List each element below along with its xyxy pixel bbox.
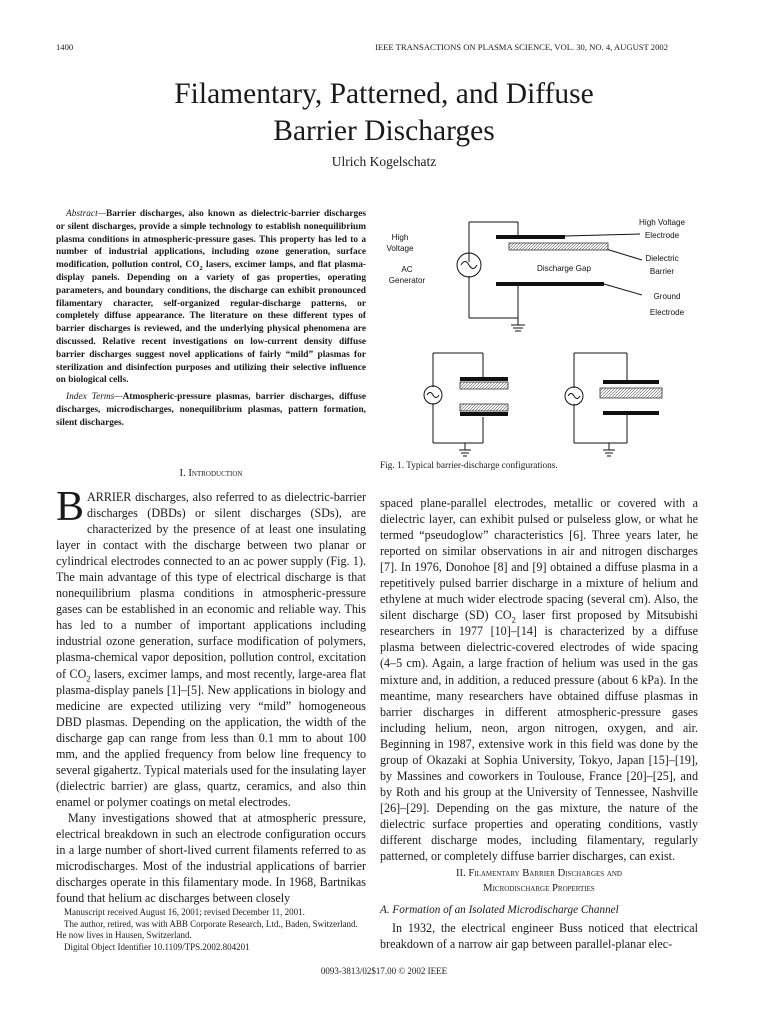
footnotes — [56, 907, 366, 953]
section-2-paragraph-1: In 1932, the electrical engineer Buss noticed that electrical breakdown of a narrow air gap between parallel-planar elec- — [380, 921, 698, 952]
left-column-body — [56, 484, 366, 906]
label-generator: Generator — [388, 276, 426, 285]
hv-electrode — [496, 235, 565, 239]
section-2-heading-line-2: Microdischarge Properties — [483, 883, 595, 894]
figure-1-diagram — [378, 205, 720, 459]
ground-electrode — [496, 282, 604, 286]
index-terms-text: Atmospheric-pressure plasmas, barrier discharges, diffuse discharges, microdischarges, nonequilibrium plasmas, pattern formation, silent discharges. — [56, 392, 366, 428]
label-voltage: Voltage — [386, 244, 414, 253]
label-hv-electrode-2: Electrode — [644, 231, 680, 240]
copyright-footer: 0093-3813/02$17.00 © 2002 IEEE — [320, 966, 448, 976]
label-electrode: Electrode — [649, 308, 685, 317]
abstract — [56, 208, 366, 430]
intro-paragraph-1: ARRIER discharges, also referred to as dielectric-barrier discharges (DBDs) or silent discharges (SDs), are characterized by the presence of at least one insulating layer in contact with the discharge between two planar or cylindrical electrodes connected to an ac power supply (Fig. 1). The main advantage of this type of electrical discharge is that nonequilibrium plasma conditions in atmospheric-pressure gases can be established in an economic and reliable way. This has led to a number of important applications including industrial ozone generation, surface modification of polymers, plasma-chemical vapor deposition, pollution control, excitation of $CO_2$ lasers, excimer lamps, and most recently, large-area flat plasma-display panels [1]–[5]. New applications in biology and medicine are expected utilizing very “mild” homogeneous DBD plasmas. Depending on the application, the width of the discharge gap can range from less than 0.1 mm to about 100 mm, and the applied frequency from below line frequency to several gigahertz. Typical materials used for the insulating layer (dielectric barrier) are glass, quartz, ceramics, and also thin enamel or polymer coatings on metal electrodes. — [56, 490, 366, 809]
right-column-body — [380, 495, 698, 864]
label-high: High — [391, 233, 409, 242]
label-hv-electrode-1: High Voltage — [639, 218, 685, 227]
footnote-affiliation: The author, retired, was with ABB Corporate Research, Ltd., Baden, Switzerland. He now lives in Hausen, Switzerland. — [56, 918, 358, 940]
hv-electrode-leader — [565, 234, 640, 236]
label-barrier: Barrier — [649, 267, 675, 276]
title-line-2: Barrier Discharges — [273, 115, 495, 147]
abstract-label: Abstract— — [66, 209, 106, 219]
drop-cap: B — [56, 484, 85, 530]
subsection-a-heading: A. Formation of an Isolated Microdischarge Channel — [380, 904, 619, 916]
page-number: 1400 — [56, 42, 74, 52]
intro-paragraph-3: spaced plane-parallel electrodes, metallic or covered with a dielectric layer, can exhibit pulsed or pulseless glow, or what he termed “pseudoglow” characteristics [6]. Three years later, he reported on similar observations in air and nitrogen discharges [7]. In 1976, Donohoe [8] and [9] obtained a diffuse plasma in a repetitively pulsed barrier discharge in a mixture of helium and ethylene at much wider electrode spacing (several cm). Also, the silent discharge (SD) $CO_2$ laser first proposed by Mitsubishi researchers in 1977 [10]–[14] is characterized by a diffuse plasma between dielectric-covered electrodes of wide spacing (4–5 cm). Again, a large fraction of helium was used in the gas mixture and, in addition, a reduced pressure (about 6 kPa). In the meantime, many researchers have obtained diffuse plasmas in barrier discharges in different atmospheric-pressure gases including helium, neon, argon nitrogen, oxygen, and air. Beginning in 1987, extensive work in this field was done by the group of Okazaki at Sophia University, Tokyo, Japan [15]–[19], by Massines and coworkers in Toulouse, France [20]–[25], and by Roth and his group at the University of Tennessee, Nashville [26]–[29]. Depending on the gas mixture, the nature of the dielectric surface properties and operating conditions, vastly different discharge modes, including filamentary, regularly patterned, or completely diffuse barrier discharges, can exist. — [380, 496, 698, 864]
section-2-heading-line-1: II. Filamentary Barrier Discharges and — [456, 868, 622, 879]
label-ac: AC — [401, 265, 413, 274]
label-dielectric: Dielectric — [645, 254, 679, 263]
footnote-received: Manuscript received August 16, 2001; revised December 11, 2001. — [64, 907, 305, 917]
section-1-heading: I. Introduction — [179, 468, 243, 479]
label-discharge-gap: Discharge Gap — [537, 264, 591, 273]
config-embedded-barrier — [565, 353, 627, 456]
author: Ulrich Kogelschatz — [331, 154, 437, 169]
paper-title — [0, 76, 768, 150]
figure-1-caption: Fig. 1. Typical barrier-discharge configurations. — [380, 461, 558, 471]
section-2-heading — [380, 866, 698, 896]
index-terms-label: Index Terms— — [66, 392, 123, 403]
footnote-doi: Digital Object Identifier 10.1109/TPS.2002.804201 — [64, 941, 250, 952]
dielectric-barrier — [509, 243, 608, 250]
label-ground: Ground — [653, 292, 681, 301]
section-2-body — [380, 920, 698, 952]
abstract-text: Barrier discharges, also known as dielectric-barrier discharges or silent discharges, provide a simple technology to establish nonequilibrium plasma conditions in atmospheric-pressure gases. This property has led to a number of industrial applications, including ozone generation, surface modification, pollution control, $CO_2$ lasers, excimer lamps, and flat plasma-display panels. Depending on a variety of gas properties, operating parameters, and boundary conditions, the discharge can exhibit pronounced filamentary character, self-organized regular-discharge patterns, or completely diffuse appearance. The literature on these different types of barrier discharges is reviewed, and the underlying physical phenomena are discussed. Relative recent investigations on low-current density diffuse barrier discharges suggest novel applications of fairly “mild” plasmas for sterilization and disinfection purposes and utilizing their selective influence on biological cells. — [56, 209, 366, 386]
title-line-1: Filamentary, Patterned, and Diffuse — [174, 78, 594, 110]
dielectric-leader — [606, 249, 642, 260]
intro-paragraph-2: Many investigations showed that at atmospheric pressure, electrical breakdown in such an electrode configuration occurs in a large number of short-lived current filaments referred to as microdischarges. Most of the industrial applications of barrier discharges operate in this filamentary mode. In 1968, Bartnikas found that helium ac discharges between closely — [56, 810, 366, 906]
journal-header: IEEE TRANSACTIONS ON PLASMA SCIENCE, VOL. 30, NO. 4, AUGUST 2002 — [375, 42, 668, 52]
ground-electrode-leader — [604, 284, 642, 295]
